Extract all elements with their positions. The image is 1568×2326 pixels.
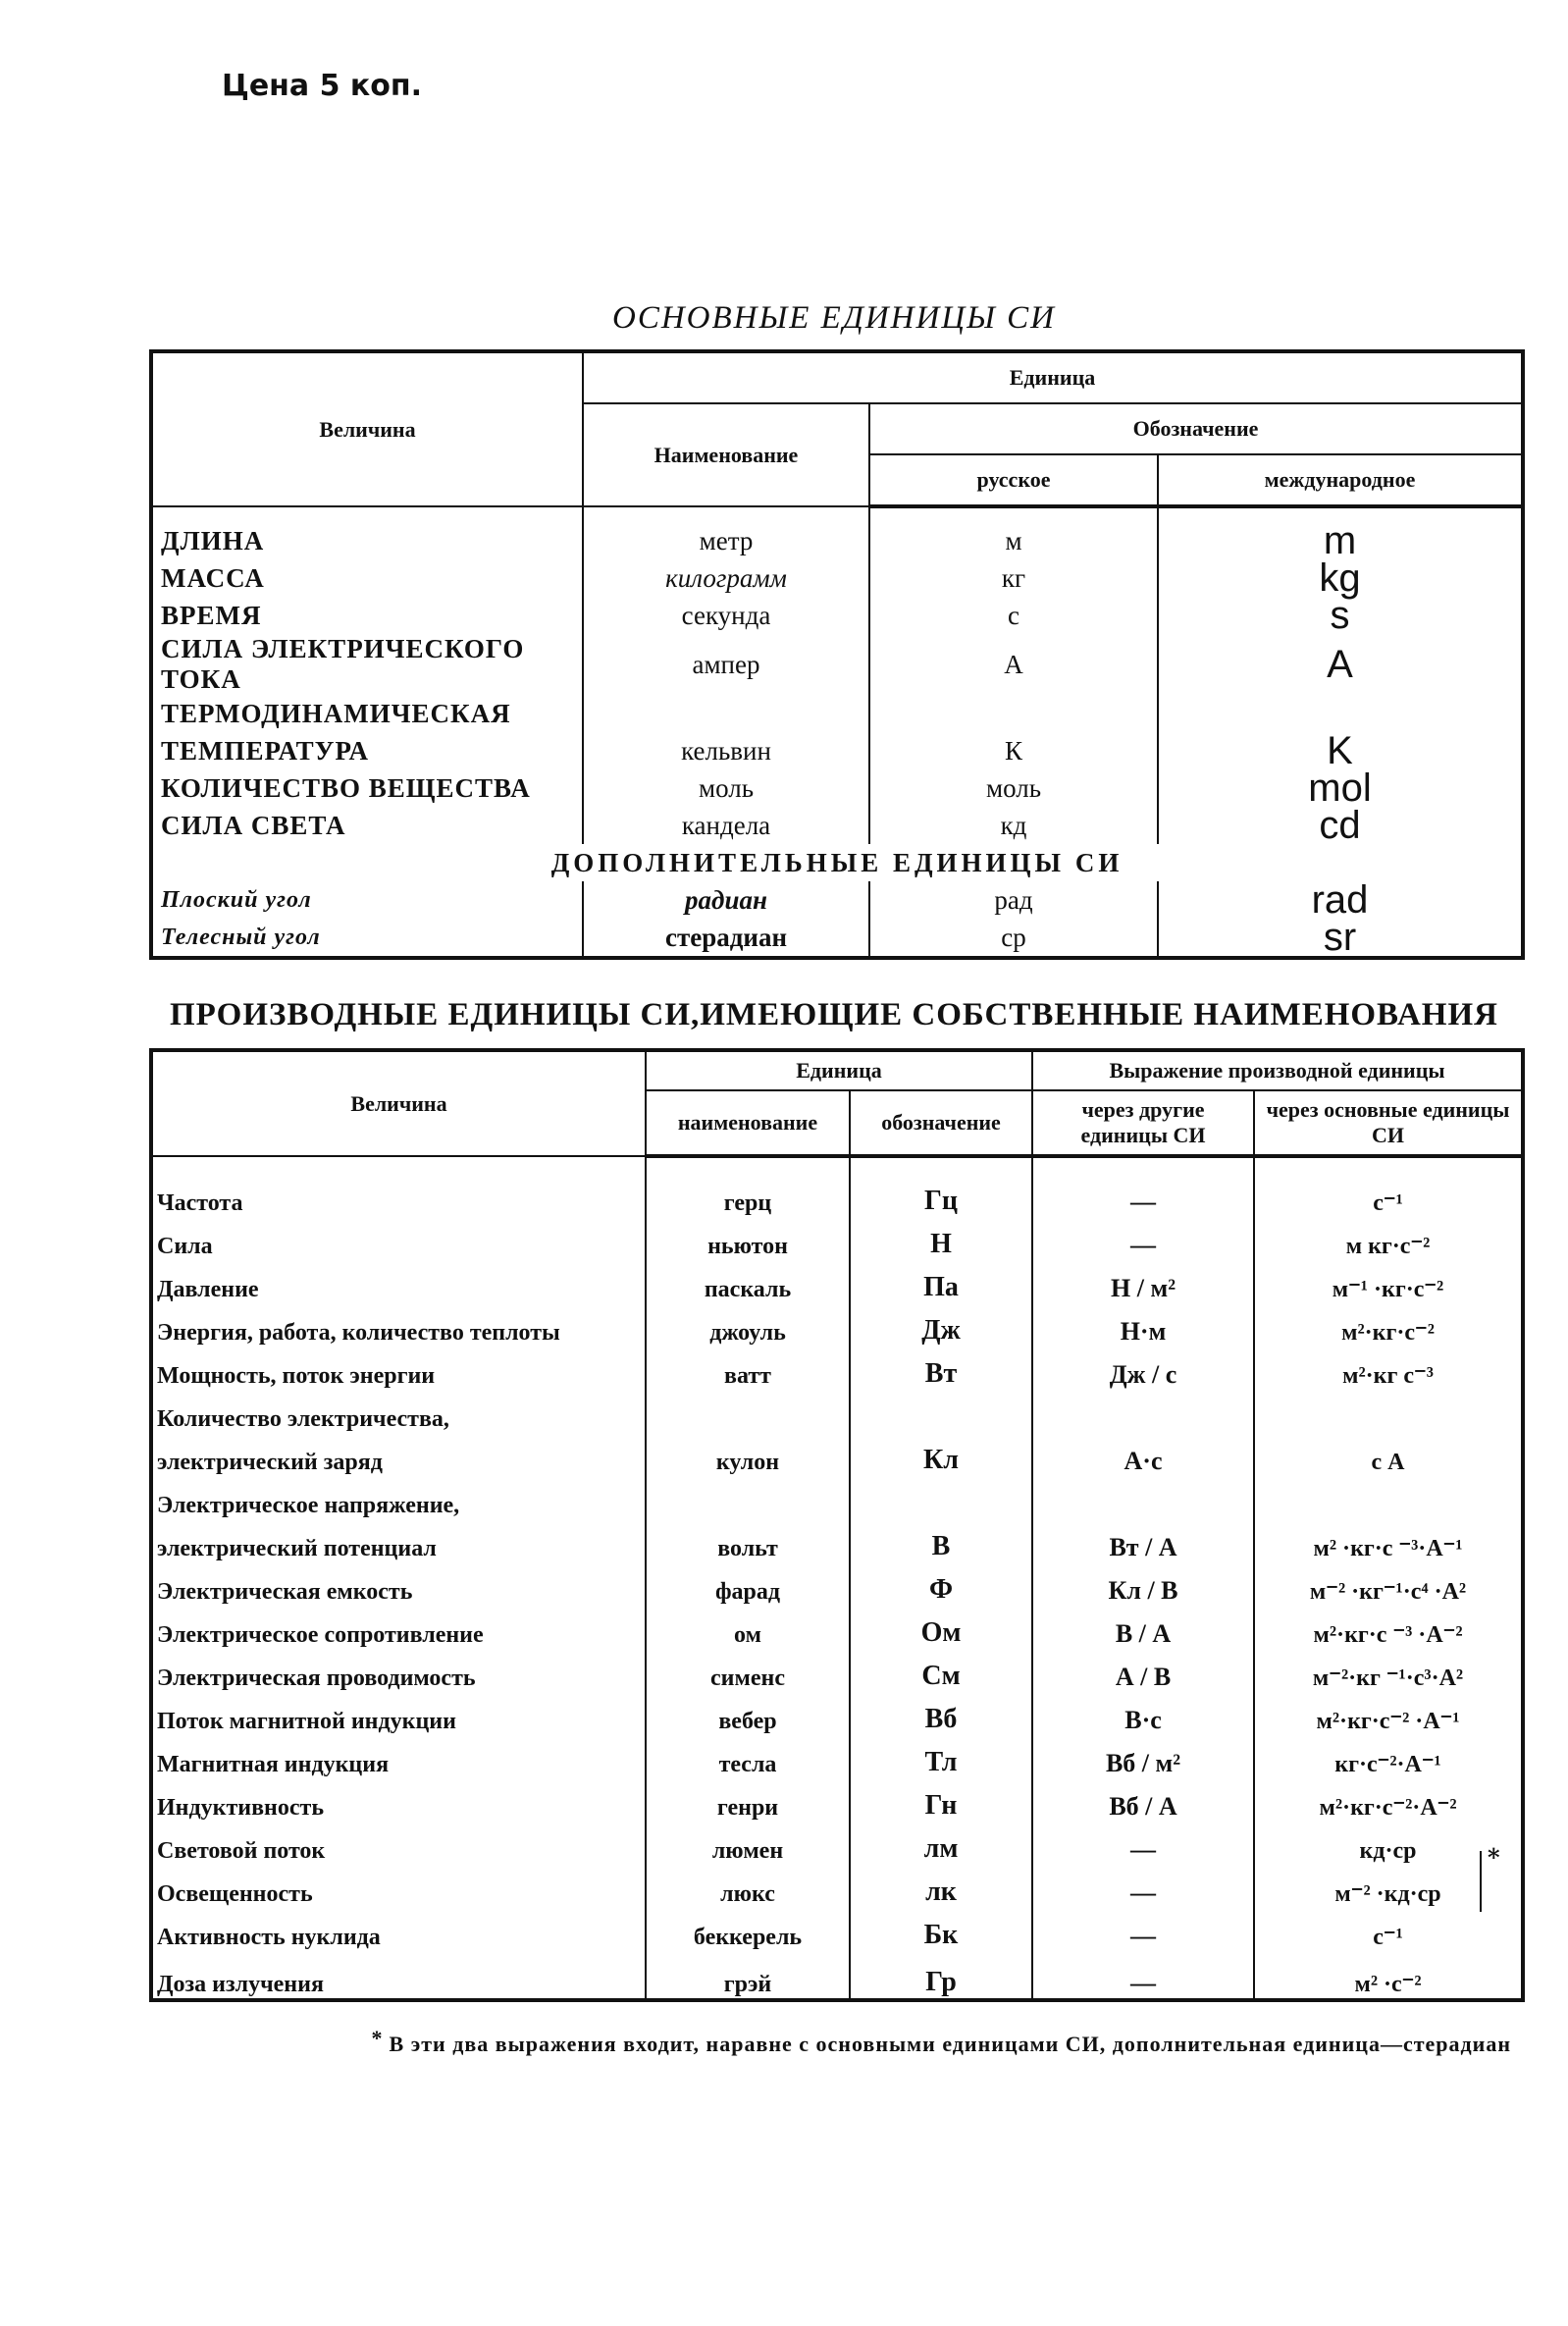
expression-base-cell [1254, 1390, 1523, 1433]
unit-symbol-cell: Кл [850, 1433, 1032, 1476]
quantity-cell: Энергия, работа, количество теплоты [157, 1320, 560, 1346]
expression-base-cell: кд·ср [1254, 1822, 1523, 1865]
spacer-row [151, 506, 1523, 522]
quantity-cell: Электрическое сопротивление [157, 1622, 484, 1648]
table-row [151, 919, 1523, 958]
expression-base-cell: м²·кг·с ⁻³ ·А⁻² [1254, 1606, 1523, 1649]
russian-symbol-cell: моль [869, 769, 1158, 807]
table-row [151, 1156, 1523, 1217]
quantity-cell: электрический потенциал [157, 1536, 437, 1561]
supplementary-units-body [151, 878, 1523, 959]
unit-name-cell [583, 695, 869, 732]
derived-units-title: ПРОИЗВОДНЫЕ ЕДИНИЦЫ СИ,ИМЕЮЩИЕ СОБСТВЕННЫЕ НАИМЕНОВАНИЯ [170, 997, 1498, 1032]
expression-other-cell [1032, 1390, 1254, 1433]
unit-name-cell: моль [583, 769, 869, 807]
international-symbol-cell [1158, 695, 1523, 732]
price-label: Цена 5 коп. [222, 69, 423, 103]
quantity-cell: Индуктивность [157, 1795, 325, 1821]
expression-other-cell: — [1032, 1822, 1254, 1865]
header-name: Наименование [583, 403, 869, 506]
expression-other-cell [1032, 1476, 1254, 1519]
expression-base-cell: м² ·с⁻² [1254, 1951, 1523, 2000]
expression-base-cell: м²·кг·с⁻²·А⁻² [1254, 1778, 1523, 1822]
unit-name-cell: генри [646, 1778, 850, 1822]
table-row [151, 522, 1523, 559]
table-row [151, 559, 1523, 597]
expression-other-cell: А·с [1032, 1433, 1254, 1476]
table-row [151, 1606, 1523, 1649]
table-row [151, 1735, 1523, 1778]
unit-name-cell: кельвин [583, 732, 869, 769]
russian-symbol-cell [869, 695, 1158, 732]
expression-other-cell: — [1032, 1908, 1254, 1951]
unit-symbol-cell: Вт [850, 1347, 1032, 1390]
unit-name-cell: кулон [646, 1433, 850, 1476]
unit-symbol-cell: Тл [850, 1735, 1032, 1778]
header-international: международное [1158, 454, 1523, 506]
header-quantity: Величина [151, 1050, 646, 1156]
quantity-cell: Активность нуклида [157, 1925, 381, 1950]
russian-symbol-cell: с [869, 597, 1158, 634]
unit-symbol-cell: Гр [850, 1951, 1032, 2000]
footnote-mark: * [371, 2026, 384, 2050]
expression-other-cell: — [1032, 1951, 1254, 2000]
quantity-cell: Сила [157, 1234, 213, 1259]
international-symbol-cell: mol [1158, 769, 1523, 807]
derived-units-body [151, 1156, 1523, 2000]
quantity-cell: ДЛИНА [161, 525, 265, 555]
base-units-table [149, 349, 1525, 960]
quantity-cell: Поток магнитной индукции [157, 1709, 456, 1734]
unit-symbol-cell: Гн [850, 1778, 1032, 1822]
unit-symbol-cell [850, 1476, 1032, 1519]
table-row [151, 769, 1523, 807]
russian-symbol-cell: А [869, 634, 1158, 695]
expression-base-cell: м²·кг·с⁻² [1254, 1303, 1523, 1347]
unit-name-cell: радиан [583, 881, 869, 919]
unit-name-cell: ом [646, 1606, 850, 1649]
unit-symbol-cell: Вб [850, 1692, 1032, 1735]
supplementary-title: ДОПОЛНИТЕЛЬНЫЕ ЕДИНИЦЫ СИ [550, 847, 1124, 877]
international-symbol-cell: s [1158, 597, 1523, 634]
table-row [151, 732, 1523, 769]
expression-base-cell: м²·кг·с⁻² ·А⁻¹ [1254, 1692, 1523, 1735]
unit-symbol-cell: В [850, 1519, 1032, 1562]
unit-name-cell: сименс [646, 1649, 850, 1692]
international-symbol-cell: kg [1158, 559, 1523, 597]
unit-symbol-cell: Бк [850, 1908, 1032, 1951]
expression-base-cell: м⁻² ·кд·ср [1254, 1865, 1523, 1908]
expression-base-cell: м⁻² ·кг⁻¹·с⁴ ·А² [1254, 1562, 1523, 1606]
unit-symbol-cell: лм [850, 1822, 1032, 1865]
russian-symbol-cell: рад [869, 881, 1158, 919]
unit-symbol-cell: лк [850, 1865, 1032, 1908]
header-via-base: через основные единицы СИ [1254, 1090, 1523, 1156]
table-row [151, 1260, 1523, 1303]
expression-other-cell: — [1032, 1156, 1254, 1217]
header-designation: обозначение [850, 1090, 1032, 1156]
quantity-cell: Освещенность [157, 1881, 313, 1907]
expression-other-cell: Н / м² [1032, 1260, 1254, 1303]
expression-other-cell: В·с [1032, 1692, 1254, 1735]
header-designation: Обозначение [869, 403, 1523, 454]
table-row [151, 1692, 1523, 1735]
unit-name-cell: люкс [646, 1865, 850, 1908]
header-unit: Единица [583, 351, 1523, 403]
expression-other-cell: Вб / м² [1032, 1735, 1254, 1778]
international-symbol-cell: rad [1158, 881, 1523, 919]
quantity-cell: ТЕРМОДИНАМИЧЕСКАЯ [161, 698, 511, 728]
quantity-cell: Частота [157, 1190, 243, 1216]
table-row [151, 634, 1523, 695]
russian-symbol-cell: м [869, 522, 1158, 559]
base-units-title: ОСНОВНЫЕ ЕДИНИЦЫ СИ [611, 300, 1057, 336]
unit-name-cell: ватт [646, 1347, 850, 1390]
quantity-cell: Электрическая проводимость [157, 1665, 476, 1691]
expression-other-cell: В / А [1032, 1606, 1254, 1649]
expression-base-cell: с⁻¹ [1254, 1156, 1523, 1217]
table-row [151, 1865, 1523, 1908]
header-via-other: через другие единицы СИ [1032, 1090, 1254, 1156]
expression-other-cell: Кл / В [1032, 1562, 1254, 1606]
table-row [151, 1217, 1523, 1260]
table-row [151, 597, 1523, 634]
table-row [151, 1347, 1523, 1390]
unit-name-cell: килограмм [583, 559, 869, 597]
expression-other-cell: — [1032, 1865, 1254, 1908]
unit-name-cell: паскаль [646, 1260, 850, 1303]
unit-name-cell: герц [646, 1156, 850, 1217]
table-row [151, 1390, 1523, 1433]
footnote [324, 2026, 1511, 2057]
quantity-cell: Плоский угол [161, 886, 312, 913]
quantity-cell: КОЛИЧЕСТВО ВЕЩЕСТВА [161, 772, 531, 803]
international-symbol-cell: sr [1158, 919, 1523, 958]
table-row [151, 1649, 1523, 1692]
expression-other-cell: Н·м [1032, 1303, 1254, 1347]
unit-symbol-cell: Па [850, 1260, 1032, 1303]
table-row [151, 695, 1523, 732]
unit-name-cell: беккерель [646, 1908, 850, 1951]
quantity-cell: ВРЕМЯ [161, 600, 262, 630]
expression-other-cell: А / В [1032, 1649, 1254, 1692]
quantity-cell: Электрическое напряжение, [157, 1493, 460, 1518]
quantity-cell: Электрическая емкость [157, 1579, 413, 1605]
expression-base-cell: кг·с⁻²·А⁻¹ [1254, 1735, 1523, 1778]
unit-name-cell: метр [583, 522, 869, 559]
quantity-cell: МАССА [161, 562, 265, 593]
unit-name-cell: фарад [646, 1562, 850, 1606]
unit-symbol-cell: Н [850, 1217, 1032, 1260]
unit-name-cell: кандела [583, 807, 869, 844]
quantity-cell: Телесный угол [161, 924, 321, 950]
quantity-cell: ТЕМПЕРАТУРА [161, 735, 370, 766]
expression-base-cell [1254, 1476, 1523, 1519]
header-quantity: Величина [151, 351, 583, 506]
table-row [151, 1778, 1523, 1822]
footnote-brace [1472, 1851, 1482, 1912]
expression-base-cell: м² ·кг·с ⁻³·А⁻¹ [1254, 1519, 1523, 1562]
quantity-cell: СИЛА ЭЛЕКТРИЧЕСКОГО ТОКА [161, 634, 525, 694]
expression-base-cell: м⁻¹ ·кг·с⁻² [1254, 1260, 1523, 1303]
unit-name-cell: ньютон [646, 1217, 850, 1260]
expression-base-cell: с А [1254, 1433, 1523, 1476]
international-symbol-cell: m [1158, 522, 1523, 559]
base-units-body [151, 506, 1523, 847]
expression-other-cell: Вб / А [1032, 1778, 1254, 1822]
header-unit: Единица [646, 1050, 1032, 1090]
table-row [151, 881, 1523, 919]
quantity-cell: Мощность, поток энергии [157, 1363, 436, 1389]
unit-symbol-cell: Гц [850, 1156, 1032, 1217]
unit-name-cell: стерадиан [583, 919, 869, 958]
table-row [151, 1908, 1523, 1951]
russian-symbol-cell: К [869, 732, 1158, 769]
international-symbol-cell: A [1158, 634, 1523, 695]
table-row [151, 1433, 1523, 1476]
table-row [151, 807, 1523, 844]
quantity-cell: Световой поток [157, 1838, 326, 1864]
footnote-text: В эти два выражения входит, наравне с основными единицами СИ, дополнительная единица—стерадиан [389, 2032, 1511, 2056]
unit-name-cell: грэй [646, 1951, 850, 2000]
russian-symbol-cell: кд [869, 807, 1158, 844]
expression-base-cell: м кг·с⁻² [1254, 1217, 1523, 1260]
quantity-cell: СИЛА СВЕТА [161, 810, 346, 840]
footnote-star-mark: * [1488, 1843, 1500, 1872]
international-symbol-cell: cd [1158, 807, 1523, 844]
unit-name-cell: секунда [583, 597, 869, 634]
table-row [151, 1822, 1523, 1865]
header-expression: Выражение производной единицы [1032, 1050, 1523, 1090]
unit-name-cell: вольт [646, 1519, 850, 1562]
quantity-cell: Давление [157, 1277, 259, 1302]
unit-symbol-cell: См [850, 1649, 1032, 1692]
quantity-cell: Магнитная индукция [157, 1752, 390, 1777]
unit-name-cell: люмен [646, 1822, 850, 1865]
expression-base-cell: м²·кг с⁻³ [1254, 1347, 1523, 1390]
russian-symbol-cell: ср [869, 919, 1158, 958]
supplementary-title-body [151, 844, 1523, 881]
supplementary-title-row [151, 844, 1523, 881]
unit-name-cell [646, 1476, 850, 1519]
unit-name-cell: тесла [646, 1735, 850, 1778]
header-russian: русское [869, 454, 1158, 506]
table-row [151, 1562, 1523, 1606]
international-symbol-cell: K [1158, 732, 1523, 769]
expression-other-cell: Дж / с [1032, 1347, 1254, 1390]
unit-symbol-cell [850, 1390, 1032, 1433]
derived-units-table [149, 1048, 1525, 2002]
unit-name-cell: вебер [646, 1692, 850, 1735]
header-name: наименование [646, 1090, 850, 1156]
unit-symbol-cell: Ом [850, 1606, 1032, 1649]
table-row [151, 1951, 1523, 2000]
expression-base-cell: м⁻²·кг ⁻¹·с³·А² [1254, 1649, 1523, 1692]
unit-symbol-cell: Дж [850, 1303, 1032, 1347]
quantity-cell: электрический заряд [157, 1450, 383, 1475]
expression-base-cell: с⁻¹ [1254, 1908, 1523, 1951]
quantity-cell: Количество электричества, [157, 1406, 449, 1432]
expression-other-cell: — [1032, 1217, 1254, 1260]
table-row [151, 1476, 1523, 1519]
unit-name-cell [646, 1390, 850, 1433]
expression-other-cell: Вт / А [1032, 1519, 1254, 1562]
quantity-cell: Доза излучения [157, 1972, 324, 1997]
unit-name-cell: ампер [583, 634, 869, 695]
table-row [151, 1303, 1523, 1347]
unit-symbol-cell: Ф [850, 1562, 1032, 1606]
table-row [151, 1519, 1523, 1562]
russian-symbol-cell: кг [869, 559, 1158, 597]
unit-name-cell: джоуль [646, 1303, 850, 1347]
